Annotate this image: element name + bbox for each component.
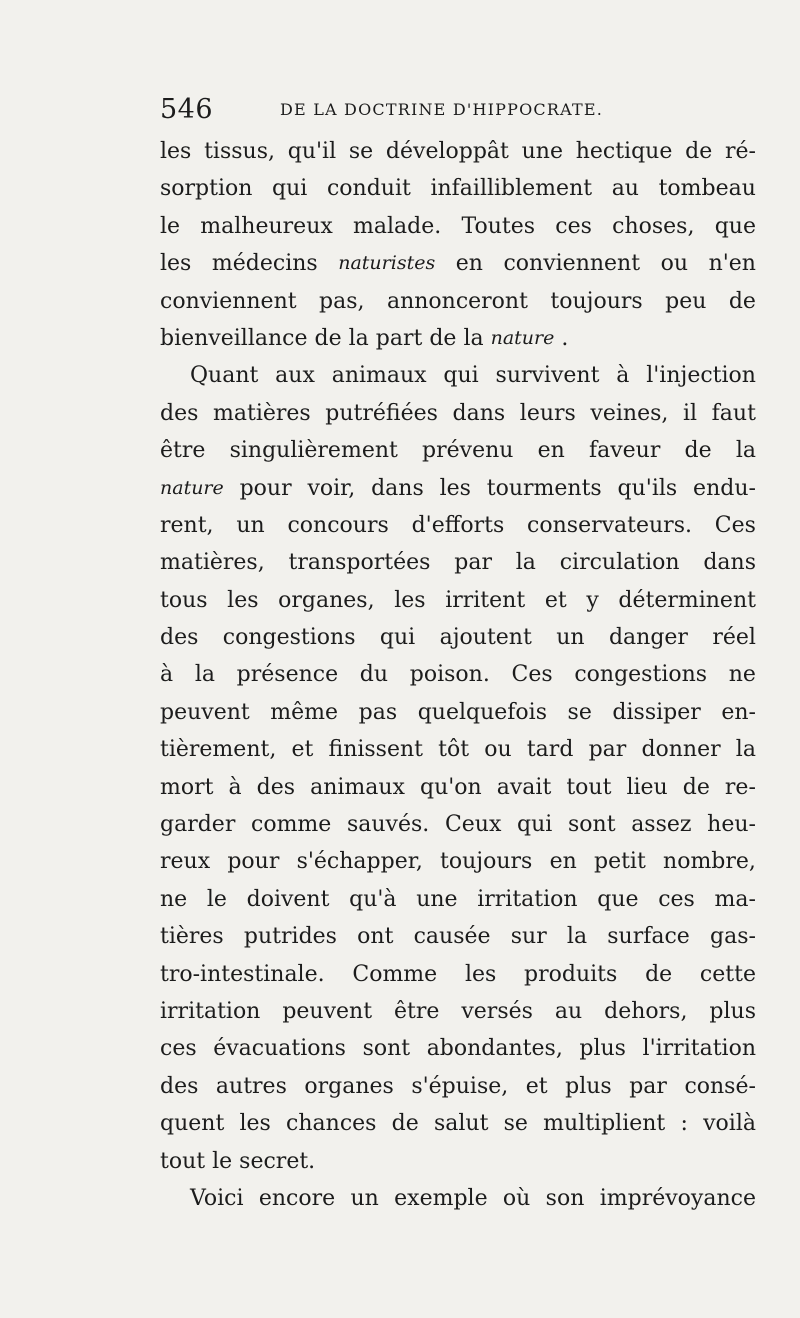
word: doivent xyxy=(246,886,330,912)
word: qui xyxy=(517,812,553,838)
word: le xyxy=(212,1148,233,1174)
word: un xyxy=(556,625,585,651)
word: rent, xyxy=(160,512,214,538)
word: Comme xyxy=(352,961,438,987)
word: à xyxy=(228,774,242,800)
text-line xyxy=(160,1068,756,1105)
text-line xyxy=(160,507,756,544)
word: chances xyxy=(286,1111,377,1137)
word: se xyxy=(348,139,374,164)
word: autres xyxy=(215,1073,287,1099)
word: sur xyxy=(510,924,547,950)
text-line xyxy=(160,320,756,357)
word: nombre, xyxy=(663,849,756,875)
word: des xyxy=(256,774,296,800)
word: peu xyxy=(665,288,707,314)
word: endu- xyxy=(693,475,756,501)
word: conservateurs. xyxy=(527,512,692,538)
word: des xyxy=(160,400,199,426)
word: qui xyxy=(443,363,479,389)
text-line xyxy=(160,1105,756,1142)
word: par xyxy=(588,737,627,763)
word: même xyxy=(270,699,339,725)
word: concours xyxy=(287,512,389,538)
word: conviennent xyxy=(503,251,641,277)
word: reux xyxy=(160,849,211,875)
word: voir, xyxy=(307,475,356,501)
word: consé- xyxy=(684,1073,756,1099)
word: sont xyxy=(362,1036,411,1062)
italic-word: naturistes xyxy=(338,252,436,275)
word: sorption xyxy=(160,176,253,202)
word: l'injection xyxy=(646,363,756,389)
text-line xyxy=(160,283,756,320)
word: l'irritation xyxy=(642,1036,756,1062)
word: qui xyxy=(379,625,416,651)
word: de xyxy=(685,139,713,164)
word: faut xyxy=(711,400,756,426)
word: se xyxy=(503,1111,528,1137)
word: sont xyxy=(567,812,616,838)
word: dissiper xyxy=(612,699,701,725)
word: petit xyxy=(593,849,646,875)
italic-word: nature xyxy=(490,326,555,349)
word: développât xyxy=(385,139,509,164)
word: re- xyxy=(724,774,756,800)
word: ne xyxy=(160,886,188,912)
word: toujours xyxy=(440,849,533,875)
word: gas- xyxy=(710,924,756,950)
word: Toutes xyxy=(461,213,536,239)
word: malheureux xyxy=(200,213,333,239)
word: qui xyxy=(272,176,308,202)
word: ou xyxy=(484,737,512,763)
word: garder xyxy=(160,812,236,838)
word: multiplient xyxy=(543,1111,666,1137)
running-title: DE LA DOCTRINE D'HIPPOCRATE. xyxy=(280,100,604,119)
word: la xyxy=(735,737,756,763)
word: y xyxy=(586,587,599,613)
word: dans xyxy=(371,475,424,501)
text-line xyxy=(160,843,756,880)
word: d'efforts xyxy=(411,512,505,538)
word: dehors, xyxy=(604,998,688,1024)
text-line xyxy=(160,582,756,619)
page-header xyxy=(160,92,756,128)
word: de xyxy=(682,774,710,800)
word: qu'ils xyxy=(617,475,678,501)
word: et xyxy=(544,587,567,613)
text-line xyxy=(160,619,756,656)
word: ou xyxy=(660,251,689,277)
word: pour xyxy=(239,475,292,501)
word: quent xyxy=(160,1111,225,1137)
word: conviennent xyxy=(160,288,297,314)
word: le xyxy=(160,213,181,239)
word: le xyxy=(206,886,227,912)
word: la xyxy=(348,325,369,351)
text-line xyxy=(160,694,756,731)
word: irritation xyxy=(477,886,578,912)
word: ma- xyxy=(714,886,756,912)
word: comme xyxy=(251,812,332,838)
word: ces xyxy=(658,886,695,912)
word: surface xyxy=(607,924,690,950)
word: tro-intestinale. xyxy=(160,961,325,987)
text-line xyxy=(160,208,756,245)
text-line xyxy=(160,357,756,394)
word: et xyxy=(291,737,314,763)
word: Ces xyxy=(714,512,756,538)
word: que xyxy=(597,886,639,912)
word: exemple xyxy=(394,1185,488,1211)
word: du xyxy=(359,662,389,688)
word: danger xyxy=(608,625,688,651)
word: choses, xyxy=(612,213,695,239)
text-line xyxy=(160,544,756,581)
text-line xyxy=(160,470,756,507)
word: dans xyxy=(703,550,756,576)
word: survivent xyxy=(495,363,600,389)
word: cette xyxy=(699,961,756,987)
word: pas xyxy=(358,699,398,725)
text-line xyxy=(160,993,756,1030)
word: avait xyxy=(496,774,552,800)
italic-word: nature xyxy=(160,476,224,499)
word: mort xyxy=(160,774,214,800)
word: il xyxy=(682,400,698,426)
word: veines, xyxy=(590,400,669,426)
word: évacuations xyxy=(213,1036,346,1062)
word: les xyxy=(227,587,259,613)
word: singulièrement xyxy=(229,438,398,464)
text-line xyxy=(160,956,756,993)
word: tombeau xyxy=(658,176,756,202)
word: aux xyxy=(275,363,315,389)
word: au xyxy=(554,998,583,1024)
word: que xyxy=(714,213,756,239)
word: un xyxy=(236,512,265,538)
word: par xyxy=(629,1073,667,1099)
word: Ceux xyxy=(444,812,502,838)
text-line xyxy=(160,245,756,282)
word: en xyxy=(537,438,565,464)
word: des xyxy=(160,1073,199,1099)
word: ont xyxy=(357,924,394,950)
word: réel xyxy=(712,625,756,651)
word: de xyxy=(645,961,673,987)
word: lieu xyxy=(626,774,668,800)
word: tard xyxy=(526,737,574,763)
word: la xyxy=(735,438,756,464)
word: sauvés. xyxy=(346,812,430,838)
word: en xyxy=(455,251,483,277)
word: toujours xyxy=(550,288,643,314)
word: ré- xyxy=(724,139,756,164)
word: congestions xyxy=(222,625,356,651)
word: secret. xyxy=(239,1148,316,1174)
word: irritent xyxy=(445,587,526,613)
word: tissus, xyxy=(204,139,276,164)
word: tières xyxy=(160,924,224,950)
word: abondantes, xyxy=(426,1036,563,1062)
word: . xyxy=(561,325,569,351)
text-line xyxy=(160,1180,756,1217)
word: faveur xyxy=(588,438,661,464)
word: de xyxy=(314,325,342,351)
word: la xyxy=(515,550,536,576)
word: plus xyxy=(565,1073,612,1099)
text-line xyxy=(160,133,756,170)
word: ne xyxy=(728,662,756,688)
word: putréfiées xyxy=(325,400,438,426)
text-line xyxy=(160,656,756,693)
word: à xyxy=(160,662,174,688)
word: n'en xyxy=(708,251,756,277)
word: salut xyxy=(433,1111,489,1137)
word: finissent xyxy=(328,737,424,763)
text-line xyxy=(160,170,756,207)
word: congestions xyxy=(574,662,708,688)
word: Quant xyxy=(190,363,259,389)
word: les xyxy=(160,251,192,277)
word: pour xyxy=(227,849,280,875)
text-line xyxy=(160,395,756,432)
word: poison. xyxy=(409,662,490,688)
word: hectique xyxy=(575,139,673,164)
word: de xyxy=(684,438,712,464)
word: les xyxy=(439,475,471,501)
word: les xyxy=(464,961,497,987)
word: prévenu xyxy=(422,438,514,464)
word: la xyxy=(463,325,484,351)
word: quelquefois xyxy=(417,699,547,725)
word: au xyxy=(611,176,639,202)
word: son xyxy=(545,1185,585,1211)
text-line xyxy=(160,881,756,918)
word: voilà xyxy=(703,1111,756,1137)
word: en- xyxy=(721,699,756,725)
word: causée xyxy=(413,924,491,950)
word: conduit xyxy=(326,176,411,202)
word: un xyxy=(350,1185,379,1211)
word: les xyxy=(239,1111,271,1137)
body-text xyxy=(160,133,756,1217)
text-line xyxy=(160,769,756,806)
word: la xyxy=(194,662,215,688)
word: transportées xyxy=(288,550,431,576)
word: pas, xyxy=(319,288,365,314)
word: de xyxy=(429,325,457,351)
word: assez xyxy=(631,812,692,838)
word: des xyxy=(160,625,199,651)
word: organes xyxy=(304,1073,394,1099)
word: produits xyxy=(524,961,618,987)
word: tout xyxy=(566,774,612,800)
word: les xyxy=(160,139,192,164)
word: : xyxy=(680,1111,688,1137)
word: annonceront xyxy=(386,288,528,314)
text-line xyxy=(160,806,756,843)
word: Voici xyxy=(190,1185,244,1211)
word: une xyxy=(521,139,563,164)
word: tourments xyxy=(486,475,602,501)
word: médecins xyxy=(211,251,318,277)
word: par xyxy=(454,550,492,576)
word: être xyxy=(160,438,206,464)
word: part xyxy=(375,325,423,351)
word: donner xyxy=(641,737,721,763)
word: Ces xyxy=(511,662,553,688)
word: qu'on xyxy=(420,774,482,800)
word: de xyxy=(391,1111,419,1137)
text-line xyxy=(160,432,756,469)
text-line xyxy=(160,918,756,955)
word: tout xyxy=(160,1148,206,1174)
word: ces xyxy=(555,213,592,239)
word: en xyxy=(549,849,577,875)
word: animaux xyxy=(310,774,405,800)
word: matières, xyxy=(160,550,265,576)
word: et xyxy=(525,1073,548,1099)
word: matières xyxy=(213,400,311,426)
word: s'épuise, xyxy=(411,1073,509,1099)
word: irritation xyxy=(160,998,261,1024)
word: heu- xyxy=(707,812,756,838)
word: ces xyxy=(160,1036,197,1062)
word: où xyxy=(502,1185,531,1211)
word: leurs xyxy=(519,400,576,426)
word: peuvent xyxy=(160,699,250,725)
word: infailliblement xyxy=(430,176,593,202)
word: à xyxy=(616,363,630,389)
word: de xyxy=(728,288,756,314)
word: qu'il xyxy=(287,139,337,164)
word: encore xyxy=(258,1185,336,1211)
word: tièrement, xyxy=(160,737,277,763)
word: dans xyxy=(452,400,506,426)
text-line xyxy=(160,1143,756,1180)
word: organes, xyxy=(278,587,375,613)
word: peuvent xyxy=(282,998,373,1024)
word: circulation xyxy=(559,550,680,576)
word: une xyxy=(416,886,458,912)
word: se xyxy=(567,699,592,725)
word: la xyxy=(566,924,588,950)
word: les xyxy=(394,587,426,613)
text-line xyxy=(160,731,756,768)
text-line xyxy=(160,1030,756,1067)
word: déterminent xyxy=(618,587,756,613)
word: ajoutent xyxy=(439,625,532,651)
word: plus xyxy=(579,1036,626,1062)
word: imprévoyance xyxy=(599,1185,756,1211)
word: qu'à xyxy=(349,886,397,912)
word: malade. xyxy=(353,213,442,239)
word: être xyxy=(394,998,440,1024)
word: versés xyxy=(461,998,533,1024)
word: s'échapper, xyxy=(296,849,423,875)
word: putrides xyxy=(243,924,337,950)
word: tous xyxy=(160,587,208,613)
word: présence xyxy=(236,662,339,688)
word: animaux xyxy=(331,363,427,389)
word: bienveillance xyxy=(160,325,308,351)
page-number: 546 xyxy=(160,94,214,125)
word: tôt xyxy=(438,737,470,763)
word: plus xyxy=(709,998,756,1024)
